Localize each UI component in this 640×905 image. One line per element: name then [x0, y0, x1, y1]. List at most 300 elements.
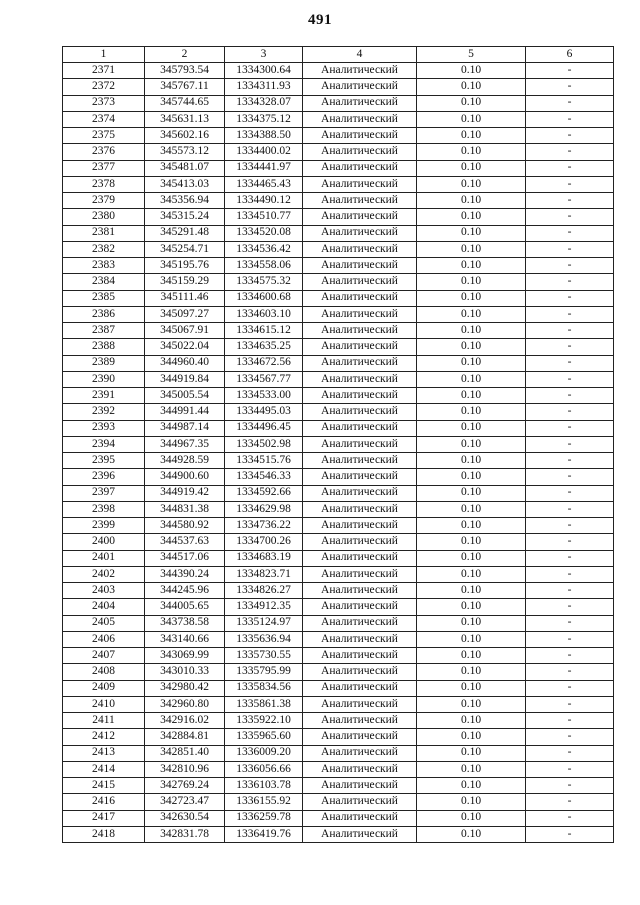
- note-cell: -: [526, 274, 614, 290]
- column-header-3: 3: [225, 47, 303, 63]
- note-cell: -: [526, 826, 614, 842]
- method-cell: Аналитический: [303, 696, 417, 712]
- note-cell: -: [526, 599, 614, 615]
- accuracy-cell: 0.10: [417, 258, 526, 274]
- method-cell: Аналитический: [303, 778, 417, 794]
- note-cell: -: [526, 745, 614, 761]
- point-number-cell: 2415: [63, 778, 145, 794]
- table-row: [63, 810, 614, 826]
- x-coordinate-cell: 344967.35: [145, 436, 225, 452]
- accuracy-cell: 0.10: [417, 664, 526, 680]
- x-coordinate-cell: 342884.81: [145, 729, 225, 745]
- point-number-cell: 2380: [63, 209, 145, 225]
- accuracy-cell: 0.10: [417, 79, 526, 95]
- note-cell: -: [526, 290, 614, 306]
- point-number-cell: 2386: [63, 306, 145, 322]
- x-coordinate-cell: 342810.96: [145, 761, 225, 777]
- note-cell: -: [526, 810, 614, 826]
- method-cell: Аналитический: [303, 631, 417, 647]
- note-cell: -: [526, 436, 614, 452]
- method-cell: Аналитический: [303, 144, 417, 160]
- table-row: [63, 729, 614, 745]
- note-cell: -: [526, 453, 614, 469]
- point-number-cell: 2375: [63, 128, 145, 144]
- accuracy-cell: 0.10: [417, 355, 526, 371]
- note-cell: -: [526, 420, 614, 436]
- y-coordinate-cell: 1334441.97: [225, 160, 303, 176]
- method-cell: Аналитический: [303, 176, 417, 192]
- y-coordinate-cell: 1334912.35: [225, 599, 303, 615]
- x-coordinate-cell: 345195.76: [145, 258, 225, 274]
- accuracy-cell: 0.10: [417, 420, 526, 436]
- table-row: [63, 63, 614, 79]
- x-coordinate-cell: 345481.07: [145, 160, 225, 176]
- accuracy-cell: 0.10: [417, 404, 526, 420]
- column-header-6: 6: [526, 47, 614, 63]
- note-cell: -: [526, 388, 614, 404]
- x-coordinate-cell: 345159.29: [145, 274, 225, 290]
- accuracy-cell: 0.10: [417, 469, 526, 485]
- note-cell: -: [526, 518, 614, 534]
- x-coordinate-cell: 344831.38: [145, 501, 225, 517]
- table-row: [63, 648, 614, 664]
- header-row: [63, 47, 614, 63]
- point-number-cell: 2398: [63, 501, 145, 517]
- note-cell: -: [526, 95, 614, 111]
- x-coordinate-cell: 342769.24: [145, 778, 225, 794]
- accuracy-cell: 0.10: [417, 826, 526, 842]
- method-cell: Аналитический: [303, 160, 417, 176]
- point-number-cell: 2394: [63, 436, 145, 452]
- x-coordinate-cell: 344390.24: [145, 566, 225, 582]
- table-row: [63, 534, 614, 550]
- x-coordinate-cell: 342980.42: [145, 680, 225, 696]
- table-row: [63, 323, 614, 339]
- table-row: [63, 111, 614, 127]
- point-number-cell: 2379: [63, 193, 145, 209]
- method-cell: Аналитический: [303, 436, 417, 452]
- note-cell: -: [526, 258, 614, 274]
- table-row: [63, 225, 614, 241]
- point-number-cell: 2401: [63, 550, 145, 566]
- x-coordinate-cell: 343140.66: [145, 631, 225, 647]
- point-number-cell: 2399: [63, 518, 145, 534]
- note-cell: -: [526, 664, 614, 680]
- accuracy-cell: 0.10: [417, 95, 526, 111]
- y-coordinate-cell: 1334592.66: [225, 485, 303, 501]
- note-cell: -: [526, 713, 614, 729]
- y-coordinate-cell: 1334515.76: [225, 453, 303, 469]
- x-coordinate-cell: 345573.12: [145, 144, 225, 160]
- table-row: [63, 664, 614, 680]
- note-cell: -: [526, 615, 614, 631]
- x-coordinate-cell: 342916.02: [145, 713, 225, 729]
- y-coordinate-cell: 1334575.32: [225, 274, 303, 290]
- accuracy-cell: 0.10: [417, 485, 526, 501]
- point-number-cell: 2402: [63, 566, 145, 582]
- method-cell: Аналитический: [303, 518, 417, 534]
- accuracy-cell: 0.10: [417, 193, 526, 209]
- y-coordinate-cell: 1335834.56: [225, 680, 303, 696]
- x-coordinate-cell: 342960.80: [145, 696, 225, 712]
- point-number-cell: 2388: [63, 339, 145, 355]
- method-cell: Аналитический: [303, 95, 417, 111]
- point-number-cell: 2391: [63, 388, 145, 404]
- table-row: [63, 696, 614, 712]
- accuracy-cell: 0.10: [417, 761, 526, 777]
- x-coordinate-cell: 345111.46: [145, 290, 225, 306]
- method-cell: Аналитический: [303, 63, 417, 79]
- x-coordinate-cell: 343069.99: [145, 648, 225, 664]
- point-number-cell: 2382: [63, 241, 145, 257]
- y-coordinate-cell: 1334495.03: [225, 404, 303, 420]
- table-row: [63, 388, 614, 404]
- point-number-cell: 2378: [63, 176, 145, 192]
- table-row: [63, 615, 614, 631]
- note-cell: -: [526, 339, 614, 355]
- y-coordinate-cell: 1334465.43: [225, 176, 303, 192]
- accuracy-cell: 0.10: [417, 631, 526, 647]
- coordinates-table: [62, 46, 614, 843]
- table-row: [63, 209, 614, 225]
- point-number-cell: 2383: [63, 258, 145, 274]
- table-row: [63, 778, 614, 794]
- note-cell: -: [526, 501, 614, 517]
- point-number-cell: 2407: [63, 648, 145, 664]
- accuracy-cell: 0.10: [417, 599, 526, 615]
- note-cell: -: [526, 648, 614, 664]
- table-row: [63, 680, 614, 696]
- method-cell: Аналитический: [303, 453, 417, 469]
- x-coordinate-cell: 345291.48: [145, 225, 225, 241]
- y-coordinate-cell: 1334615.12: [225, 323, 303, 339]
- accuracy-cell: 0.10: [417, 696, 526, 712]
- method-cell: Аналитический: [303, 128, 417, 144]
- x-coordinate-cell: 344928.59: [145, 453, 225, 469]
- point-number-cell: 2390: [63, 371, 145, 387]
- x-coordinate-cell: 344987.14: [145, 420, 225, 436]
- x-coordinate-cell: 345315.24: [145, 209, 225, 225]
- accuracy-cell: 0.10: [417, 615, 526, 631]
- accuracy-cell: 0.10: [417, 566, 526, 582]
- y-coordinate-cell: 1336056.66: [225, 761, 303, 777]
- accuracy-cell: 0.10: [417, 388, 526, 404]
- point-number-cell: 2410: [63, 696, 145, 712]
- x-coordinate-cell: 344960.40: [145, 355, 225, 371]
- point-number-cell: 2417: [63, 810, 145, 826]
- y-coordinate-cell: 1335636.94: [225, 631, 303, 647]
- point-number-cell: 2397: [63, 485, 145, 501]
- table-row: [63, 258, 614, 274]
- point-number-cell: 2414: [63, 761, 145, 777]
- x-coordinate-cell: 345356.94: [145, 193, 225, 209]
- x-coordinate-cell: 344245.96: [145, 583, 225, 599]
- note-cell: -: [526, 404, 614, 420]
- x-coordinate-cell: 345005.54: [145, 388, 225, 404]
- x-coordinate-cell: 345631.13: [145, 111, 225, 127]
- accuracy-cell: 0.10: [417, 745, 526, 761]
- y-coordinate-cell: 1336419.76: [225, 826, 303, 842]
- table-row: [63, 745, 614, 761]
- x-coordinate-cell: 344991.44: [145, 404, 225, 420]
- accuracy-cell: 0.10: [417, 209, 526, 225]
- point-number-cell: 2411: [63, 713, 145, 729]
- method-cell: Аналитический: [303, 761, 417, 777]
- point-number-cell: 2403: [63, 583, 145, 599]
- point-number-cell: 2372: [63, 79, 145, 95]
- method-cell: Аналитический: [303, 209, 417, 225]
- note-cell: -: [526, 323, 614, 339]
- y-coordinate-cell: 1334300.64: [225, 63, 303, 79]
- point-number-cell: 2418: [63, 826, 145, 842]
- method-cell: Аналитический: [303, 826, 417, 842]
- accuracy-cell: 0.10: [417, 63, 526, 79]
- y-coordinate-cell: 1334496.45: [225, 420, 303, 436]
- note-cell: -: [526, 534, 614, 550]
- table-row: [63, 583, 614, 599]
- method-cell: Аналитический: [303, 794, 417, 810]
- method-cell: Аналитический: [303, 290, 417, 306]
- table-row: [63, 599, 614, 615]
- x-coordinate-cell: 342723.47: [145, 794, 225, 810]
- note-cell: -: [526, 469, 614, 485]
- y-coordinate-cell: 1336103.78: [225, 778, 303, 794]
- x-coordinate-cell: 343738.58: [145, 615, 225, 631]
- y-coordinate-cell: 1334400.02: [225, 144, 303, 160]
- accuracy-cell: 0.10: [417, 225, 526, 241]
- accuracy-cell: 0.10: [417, 128, 526, 144]
- accuracy-cell: 0.10: [417, 550, 526, 566]
- x-coordinate-cell: 345097.27: [145, 306, 225, 322]
- accuracy-cell: 0.10: [417, 729, 526, 745]
- accuracy-cell: 0.10: [417, 436, 526, 452]
- y-coordinate-cell: 1334600.68: [225, 290, 303, 306]
- accuracy-cell: 0.10: [417, 518, 526, 534]
- y-coordinate-cell: 1334328.07: [225, 95, 303, 111]
- table-row: [63, 566, 614, 582]
- method-cell: Аналитический: [303, 420, 417, 436]
- x-coordinate-cell: 345413.03: [145, 176, 225, 192]
- method-cell: Аналитический: [303, 810, 417, 826]
- y-coordinate-cell: 1335922.10: [225, 713, 303, 729]
- accuracy-cell: 0.10: [417, 290, 526, 306]
- point-number-cell: 2395: [63, 453, 145, 469]
- x-coordinate-cell: 345067.91: [145, 323, 225, 339]
- method-cell: Аналитический: [303, 355, 417, 371]
- table-header: [63, 47, 614, 63]
- note-cell: -: [526, 144, 614, 160]
- table-row: [63, 274, 614, 290]
- table-row: [63, 501, 614, 517]
- table-row: [63, 241, 614, 257]
- y-coordinate-cell: 1334672.56: [225, 355, 303, 371]
- method-cell: Аналитический: [303, 193, 417, 209]
- accuracy-cell: 0.10: [417, 339, 526, 355]
- note-cell: -: [526, 485, 614, 501]
- point-number-cell: 2373: [63, 95, 145, 111]
- y-coordinate-cell: 1335965.60: [225, 729, 303, 745]
- point-number-cell: 2377: [63, 160, 145, 176]
- x-coordinate-cell: 344517.06: [145, 550, 225, 566]
- table-row: [63, 518, 614, 534]
- accuracy-cell: 0.10: [417, 648, 526, 664]
- x-coordinate-cell: 345254.71: [145, 241, 225, 257]
- x-coordinate-cell: 344537.63: [145, 534, 225, 550]
- note-cell: -: [526, 176, 614, 192]
- point-number-cell: 2405: [63, 615, 145, 631]
- point-number-cell: 2385: [63, 290, 145, 306]
- table-row: [63, 420, 614, 436]
- method-cell: Аналитический: [303, 550, 417, 566]
- method-cell: Аналитический: [303, 306, 417, 322]
- method-cell: Аналитический: [303, 583, 417, 599]
- table-row: [63, 826, 614, 842]
- method-cell: Аналитический: [303, 680, 417, 696]
- y-coordinate-cell: 1334375.12: [225, 111, 303, 127]
- point-number-cell: 2396: [63, 469, 145, 485]
- page-number: 491: [308, 12, 332, 28]
- table-row: [63, 176, 614, 192]
- table-row: [63, 404, 614, 420]
- y-coordinate-cell: 1336155.92: [225, 794, 303, 810]
- accuracy-cell: 0.10: [417, 794, 526, 810]
- accuracy-cell: 0.10: [417, 176, 526, 192]
- note-cell: -: [526, 225, 614, 241]
- y-coordinate-cell: 1334546.33: [225, 469, 303, 485]
- method-cell: Аналитический: [303, 501, 417, 517]
- method-cell: Аналитический: [303, 648, 417, 664]
- table-row: [63, 339, 614, 355]
- method-cell: Аналитический: [303, 599, 417, 615]
- accuracy-cell: 0.10: [417, 810, 526, 826]
- method-cell: Аналитический: [303, 79, 417, 95]
- note-cell: -: [526, 63, 614, 79]
- accuracy-cell: 0.10: [417, 306, 526, 322]
- point-number-cell: 2384: [63, 274, 145, 290]
- note-cell: -: [526, 193, 614, 209]
- note-cell: -: [526, 550, 614, 566]
- note-cell: -: [526, 566, 614, 582]
- y-coordinate-cell: 1336259.78: [225, 810, 303, 826]
- column-header-4: 4: [303, 47, 417, 63]
- method-cell: Аналитический: [303, 566, 417, 582]
- y-coordinate-cell: 1336009.20: [225, 745, 303, 761]
- note-cell: -: [526, 306, 614, 322]
- table-row: [63, 453, 614, 469]
- accuracy-cell: 0.10: [417, 778, 526, 794]
- accuracy-cell: 0.10: [417, 680, 526, 696]
- note-cell: -: [526, 241, 614, 257]
- note-cell: -: [526, 680, 614, 696]
- x-coordinate-cell: 344919.84: [145, 371, 225, 387]
- point-number-cell: 2376: [63, 144, 145, 160]
- table-row: [63, 144, 614, 160]
- x-coordinate-cell: 345744.65: [145, 95, 225, 111]
- note-cell: -: [526, 371, 614, 387]
- method-cell: Аналитический: [303, 664, 417, 680]
- method-cell: Аналитический: [303, 485, 417, 501]
- table-row: [63, 290, 614, 306]
- y-coordinate-cell: 1334823.71: [225, 566, 303, 582]
- accuracy-cell: 0.10: [417, 501, 526, 517]
- accuracy-cell: 0.10: [417, 534, 526, 550]
- method-cell: Аналитический: [303, 111, 417, 127]
- accuracy-cell: 0.10: [417, 160, 526, 176]
- y-coordinate-cell: 1335124.97: [225, 615, 303, 631]
- method-cell: Аналитический: [303, 388, 417, 404]
- point-number-cell: 2412: [63, 729, 145, 745]
- table-row: [63, 794, 614, 810]
- point-number-cell: 2389: [63, 355, 145, 371]
- point-number-cell: 2387: [63, 323, 145, 339]
- point-number-cell: 2381: [63, 225, 145, 241]
- table-row: [63, 95, 614, 111]
- method-cell: Аналитический: [303, 729, 417, 745]
- point-number-cell: 2408: [63, 664, 145, 680]
- method-cell: Аналитический: [303, 371, 417, 387]
- note-cell: -: [526, 794, 614, 810]
- note-cell: -: [526, 79, 614, 95]
- note-cell: -: [526, 160, 614, 176]
- y-coordinate-cell: 1335730.55: [225, 648, 303, 664]
- method-cell: Аналитический: [303, 274, 417, 290]
- table-row: [63, 485, 614, 501]
- note-cell: -: [526, 778, 614, 794]
- note-cell: -: [526, 729, 614, 745]
- accuracy-cell: 0.10: [417, 371, 526, 387]
- method-cell: Аналитический: [303, 241, 417, 257]
- x-coordinate-cell: 342831.78: [145, 826, 225, 842]
- method-cell: Аналитический: [303, 225, 417, 241]
- method-cell: Аналитический: [303, 258, 417, 274]
- point-number-cell: 2413: [63, 745, 145, 761]
- note-cell: -: [526, 128, 614, 144]
- y-coordinate-cell: 1334533.00: [225, 388, 303, 404]
- table-body: [63, 63, 614, 843]
- method-cell: Аналитический: [303, 404, 417, 420]
- column-header-2: 2: [145, 47, 225, 63]
- x-coordinate-cell: 342630.54: [145, 810, 225, 826]
- y-coordinate-cell: 1334502.98: [225, 436, 303, 452]
- note-cell: -: [526, 583, 614, 599]
- y-coordinate-cell: 1334700.26: [225, 534, 303, 550]
- point-number-cell: 2393: [63, 420, 145, 436]
- x-coordinate-cell: 344900.60: [145, 469, 225, 485]
- y-coordinate-cell: 1334736.22: [225, 518, 303, 534]
- table-row: [63, 436, 614, 452]
- x-coordinate-cell: 344919.42: [145, 485, 225, 501]
- accuracy-cell: 0.10: [417, 713, 526, 729]
- x-coordinate-cell: 345767.11: [145, 79, 225, 95]
- y-coordinate-cell: 1334536.42: [225, 241, 303, 257]
- y-coordinate-cell: 1334510.77: [225, 209, 303, 225]
- table-row: [63, 550, 614, 566]
- y-coordinate-cell: 1334683.19: [225, 550, 303, 566]
- accuracy-cell: 0.10: [417, 274, 526, 290]
- table-row: [63, 713, 614, 729]
- point-number-cell: 2400: [63, 534, 145, 550]
- method-cell: Аналитический: [303, 469, 417, 485]
- method-cell: Аналитический: [303, 745, 417, 761]
- table-row: [63, 761, 614, 777]
- note-cell: -: [526, 761, 614, 777]
- accuracy-cell: 0.10: [417, 323, 526, 339]
- y-coordinate-cell: 1334567.77: [225, 371, 303, 387]
- y-coordinate-cell: 1334635.25: [225, 339, 303, 355]
- y-coordinate-cell: 1334558.06: [225, 258, 303, 274]
- y-coordinate-cell: 1334311.93: [225, 79, 303, 95]
- point-number-cell: 2374: [63, 111, 145, 127]
